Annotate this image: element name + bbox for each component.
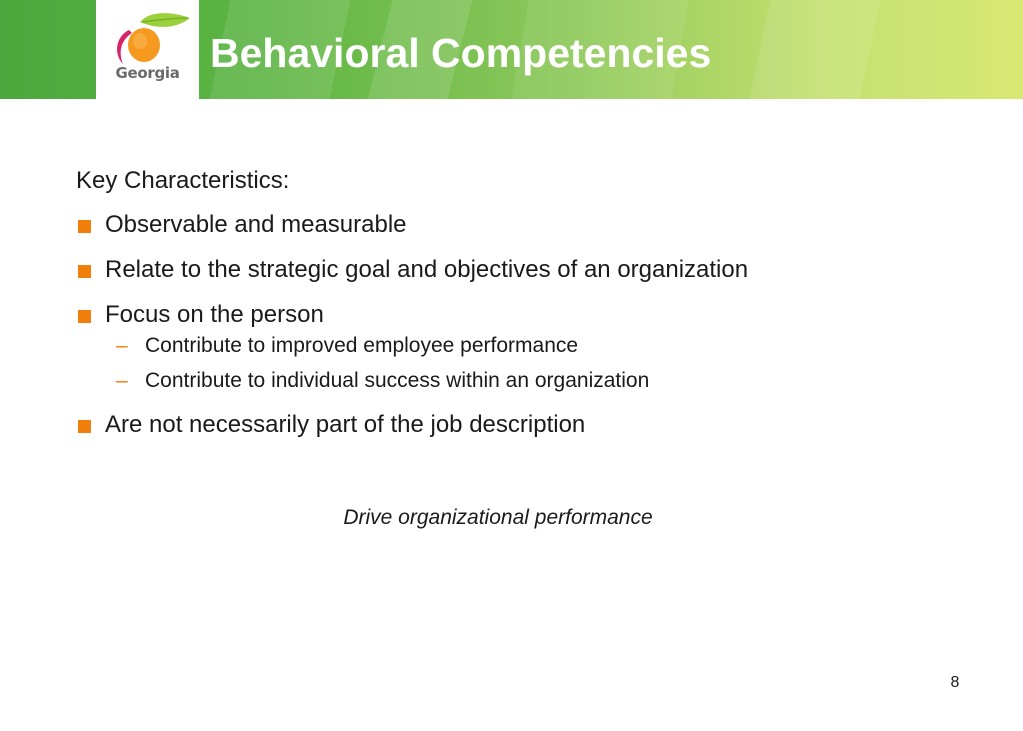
logo-wordmark: Georgia: [115, 64, 180, 82]
square-bullet-icon: [78, 420, 91, 433]
square-bullet-icon: [78, 220, 91, 233]
key-characteristics-heading: Key Characteristics:: [76, 167, 290, 194]
bullet-item: [76, 410, 956, 440]
banner-stripe: [749, 0, 880, 99]
page-number: 8: [950, 674, 960, 691]
sub-bullet-item: [76, 332, 956, 359]
peach-logo-icon: [96, 0, 199, 99]
square-bullet-icon: [78, 265, 91, 278]
sub-bullet-item: [76, 367, 956, 394]
header-banner: [0, 0, 1023, 99]
bullet-text: Relate to the strategic goal and objectives of an organization: [105, 256, 749, 283]
square-bullet-icon: [78, 310, 91, 323]
slide-title: Behavioral Competencies: [210, 30, 712, 76]
tagline: Drive organizational performance: [343, 506, 653, 529]
slide-body: [76, 166, 956, 455]
bullet-text: Are not necessarily part of the job description: [105, 411, 586, 438]
dash-bullet-icon: –: [116, 369, 128, 392]
bullet-item: [76, 255, 956, 285]
georgia-logo: [96, 0, 199, 99]
sub-bullet-text: Contribute to individual success within an organization: [145, 369, 650, 392]
bullet-text: Observable and measurable: [105, 211, 407, 238]
bullet-item: [76, 210, 956, 240]
bullet-item: [76, 300, 956, 330]
dash-bullet-icon: –: [116, 334, 128, 357]
sub-bullet-text: Contribute to improved employee performance: [145, 334, 579, 357]
bullet-text: Focus on the person: [105, 301, 324, 328]
